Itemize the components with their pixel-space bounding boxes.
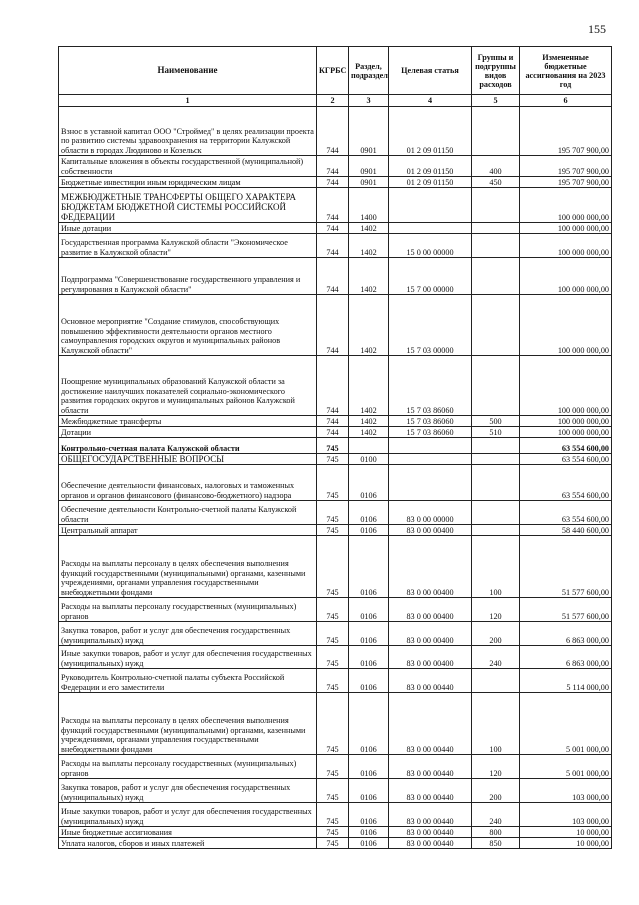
row-name: Иные бюджетные ассигнования — [59, 827, 317, 838]
row-amount: 63 554 600,00 — [520, 438, 612, 454]
table-row — [59, 465, 612, 501]
row-group: 120 — [472, 598, 520, 622]
row-section: 1400 — [349, 188, 389, 223]
row-group — [472, 258, 520, 295]
row-amount: 100 000 000,00 — [520, 258, 612, 295]
row-section: 0106 — [349, 755, 389, 779]
table-row — [59, 177, 612, 188]
row-target — [389, 438, 472, 454]
row-amount: 195 707 900,00 — [520, 107, 612, 156]
page-number: 155 — [588, 22, 606, 36]
row-name: Центральный аппарат — [59, 525, 317, 536]
row-kgrbs: 744 — [317, 188, 349, 223]
row-section: 0106 — [349, 501, 389, 525]
row-amount: 10 000,00 — [520, 827, 612, 838]
row-group: 200 — [472, 779, 520, 803]
table-row — [59, 427, 612, 438]
row-section: 0106 — [349, 536, 389, 598]
row-amount: 10 000,00 — [520, 838, 612, 849]
row-kgrbs: 745 — [317, 669, 349, 693]
row-section: 0901 — [349, 107, 389, 156]
column-number: 4 — [389, 95, 472, 107]
row-kgrbs: 744 — [317, 223, 349, 234]
row-group — [472, 525, 520, 536]
row-kgrbs: 745 — [317, 622, 349, 646]
row-group — [472, 188, 520, 223]
row-name: Взнос в уставной капитал ООО "Строймед" в целях реализации проекта по развитию системы здравоохранения на территории Калужской области в городах Людиново и Козельск — [59, 107, 317, 156]
row-section: 0106 — [349, 669, 389, 693]
row-amount: 63 554 600,00 — [520, 465, 612, 501]
row-kgrbs: 744 — [317, 416, 349, 427]
row-group: 450 — [472, 177, 520, 188]
row-name: Иные закупки товаров, работ и услуг для обеспечения государственных (муниципальных) нужд — [59, 646, 317, 669]
table-row — [59, 356, 612, 416]
row-name: Расходы на выплаты персоналу государственных (муниципальных) органов — [59, 598, 317, 622]
row-kgrbs: 744 — [317, 156, 349, 177]
row-name: ОБЩЕГОСУДАРСТВЕННЫЕ ВОПРОСЫ — [59, 454, 317, 465]
column-number: 5 — [472, 95, 520, 107]
row-amount: 63 554 600,00 — [520, 454, 612, 465]
row-amount: 100 000 000,00 — [520, 223, 612, 234]
row-target — [389, 223, 472, 234]
row-group: 510 — [472, 427, 520, 438]
row-group — [472, 107, 520, 156]
table-row — [59, 438, 612, 454]
row-target — [389, 465, 472, 501]
row-group: 850 — [472, 838, 520, 849]
row-amount: 100 000 000,00 — [520, 295, 612, 356]
row-section: 1402 — [349, 234, 389, 258]
row-amount: 6 863 000,00 — [520, 622, 612, 646]
row-name: Государственная программа Калужской области "Экономическое развитие в Калужской области" — [59, 234, 317, 258]
row-group — [472, 223, 520, 234]
table-row — [59, 669, 612, 693]
row-amount: 103 000,00 — [520, 803, 612, 827]
row-group: 240 — [472, 646, 520, 669]
row-name: Подпрограмма "Совершенствование государственного управления и регулирования в Калужской области" — [59, 258, 317, 295]
row-section: 0106 — [349, 827, 389, 838]
row-name: Обеспечение деятельности финансовых, налоговых и таможенных органов и органов финансового (финансово-бюджетного) надзора — [59, 465, 317, 501]
row-section: 0106 — [349, 598, 389, 622]
row-group — [472, 295, 520, 356]
row-section: 1402 — [349, 356, 389, 416]
header-kgrbs: КГРБС — [317, 47, 349, 95]
row-section — [349, 438, 389, 454]
table-row — [59, 188, 612, 223]
table-row — [59, 525, 612, 536]
row-amount: 100 000 000,00 — [520, 234, 612, 258]
row-name: Поощрение муниципальных образований Калужской области за достижение наилучших показателей социально-экономического развития городских округов и муниципальных районов Калужской области — [59, 356, 317, 416]
row-target: 83 0 00 00440 — [389, 693, 472, 755]
row-section: 0106 — [349, 622, 389, 646]
row-name: Закупка товаров, работ и услуг для обеспечения государственных (муниципальных) нужд — [59, 779, 317, 803]
row-kgrbs: 745 — [317, 438, 349, 454]
row-target: 15 0 00 00000 — [389, 234, 472, 258]
row-target: 01 2 09 01150 — [389, 177, 472, 188]
row-amount: 100 000 000,00 — [520, 356, 612, 416]
row-kgrbs: 745 — [317, 536, 349, 598]
row-section: 0106 — [349, 693, 389, 755]
table-row — [59, 258, 612, 295]
column-number: 2 — [317, 95, 349, 107]
column-number-row — [59, 95, 612, 107]
row-kgrbs: 745 — [317, 755, 349, 779]
row-section: 0106 — [349, 803, 389, 827]
row-target — [389, 188, 472, 223]
row-kgrbs: 745 — [317, 501, 349, 525]
row-target: 15 7 00 00000 — [389, 258, 472, 295]
row-target: 01 2 09 01150 — [389, 156, 472, 177]
row-target: 83 0 00 00000 — [389, 501, 472, 525]
row-section: 0106 — [349, 646, 389, 669]
row-section: 0106 — [349, 779, 389, 803]
row-target: 83 0 00 00400 — [389, 646, 472, 669]
row-kgrbs: 744 — [317, 356, 349, 416]
header-amount: Измененные бюджетные ассигнования на 2023 год — [520, 47, 612, 95]
row-section: 1402 — [349, 295, 389, 356]
row-target: 83 0 00 00440 — [389, 779, 472, 803]
row-name: Закупка товаров, работ и услуг для обеспечения государственных (муниципальных) нужд — [59, 622, 317, 646]
row-amount: 100 000 000,00 — [520, 416, 612, 427]
table-row — [59, 755, 612, 779]
row-group — [472, 454, 520, 465]
row-section: 0901 — [349, 177, 389, 188]
row-target: 15 7 03 86060 — [389, 416, 472, 427]
row-kgrbs: 745 — [317, 779, 349, 803]
row-section: 0901 — [349, 156, 389, 177]
table-row — [59, 536, 612, 598]
row-target: 15 7 03 86060 — [389, 427, 472, 438]
table-row — [59, 454, 612, 465]
table-row — [59, 295, 612, 356]
row-kgrbs: 744 — [317, 234, 349, 258]
row-kgrbs: 744 — [317, 295, 349, 356]
row-amount: 6 863 000,00 — [520, 646, 612, 669]
row-target: 83 0 00 00440 — [389, 838, 472, 849]
row-amount: 5 001 000,00 — [520, 755, 612, 779]
row-group — [472, 669, 520, 693]
table-row — [59, 598, 612, 622]
column-number: 6 — [520, 95, 612, 107]
table-row — [59, 622, 612, 646]
row-kgrbs: 745 — [317, 827, 349, 838]
row-name: Иные дотации — [59, 223, 317, 234]
row-target: 15 7 03 86060 — [389, 356, 472, 416]
row-target: 01 2 09 01150 — [389, 107, 472, 156]
column-number: 3 — [349, 95, 389, 107]
row-amount: 51 577 600,00 — [520, 598, 612, 622]
row-group: 120 — [472, 755, 520, 779]
row-name: Руководитель Контрольно-счетной палаты субъекта Российской Федерации и его заместители — [59, 669, 317, 693]
budget-table — [58, 46, 612, 849]
row-kgrbs: 745 — [317, 693, 349, 755]
row-amount: 51 577 600,00 — [520, 536, 612, 598]
row-group: 240 — [472, 803, 520, 827]
header-target: Целевая статья — [389, 47, 472, 95]
table-row — [59, 646, 612, 669]
row-section: 1402 — [349, 427, 389, 438]
row-target — [389, 454, 472, 465]
row-section: 0100 — [349, 454, 389, 465]
row-target: 83 0 00 00400 — [389, 598, 472, 622]
row-group: 500 — [472, 416, 520, 427]
row-name: МЕЖБЮДЖЕТНЫЕ ТРАНСФЕРТЫ ОБЩЕГО ХАРАКТЕРА БЮДЖЕТАМ БЮДЖЕТНОЙ СИСТЕМЫ РОССИЙСКОЙ ФЕДЕРАЦИИ — [59, 188, 317, 223]
row-kgrbs: 745 — [317, 803, 349, 827]
row-name: Бюджетные инвестиции иным юридическим лицам — [59, 177, 317, 188]
row-target: 83 0 00 00440 — [389, 755, 472, 779]
row-section: 0106 — [349, 525, 389, 536]
table-row — [59, 779, 612, 803]
row-name: Иные закупки товаров, работ и услуг для обеспечения государственных (муниципальных) нужд — [59, 803, 317, 827]
table-row — [59, 827, 612, 838]
row-group — [472, 465, 520, 501]
table-row — [59, 501, 612, 525]
table-row — [59, 693, 612, 755]
table-row — [59, 838, 612, 849]
row-target: 83 0 00 00400 — [389, 622, 472, 646]
row-section: 0106 — [349, 838, 389, 849]
row-amount: 195 707 900,00 — [520, 177, 612, 188]
row-kgrbs: 744 — [317, 107, 349, 156]
row-name: Контрольно-счетная палата Калужской области — [59, 438, 317, 454]
row-amount: 58 440 600,00 — [520, 525, 612, 536]
header-row — [59, 47, 612, 95]
table-row — [59, 156, 612, 177]
row-name: Основное мероприятие "Создание стимулов, способствующих повышению эффективности деятельности органов местного самоуправления городских округов и муниципальных районов Калужской области" — [59, 295, 317, 356]
row-target: 83 0 00 00400 — [389, 536, 472, 598]
header-group: Группы и подгруппы видов расходов — [472, 47, 520, 95]
row-section: 1402 — [349, 223, 389, 234]
row-group: 100 — [472, 693, 520, 755]
table-row — [59, 234, 612, 258]
row-name: Межбюджетные трансферты — [59, 416, 317, 427]
row-name: Расходы на выплаты персоналу в целях обеспечения выполнения функций государственными (муниципальными) органами, казенными учреждениями, органами управления государственными внебюджетными фондами — [59, 693, 317, 755]
row-amount: 103 000,00 — [520, 779, 612, 803]
row-kgrbs: 745 — [317, 598, 349, 622]
row-amount: 5 001 000,00 — [520, 693, 612, 755]
header-name: Наименование — [59, 47, 317, 95]
row-kgrbs: 744 — [317, 258, 349, 295]
header-section: Раздел, подраздел — [349, 47, 389, 95]
row-amount: 100 000 000,00 — [520, 188, 612, 223]
row-section: 1402 — [349, 258, 389, 295]
row-group — [472, 501, 520, 525]
row-target: 83 0 00 00440 — [389, 669, 472, 693]
row-target: 83 0 00 00440 — [389, 827, 472, 838]
row-group — [472, 234, 520, 258]
row-group: 800 — [472, 827, 520, 838]
row-kgrbs: 745 — [317, 465, 349, 501]
row-kgrbs: 745 — [317, 646, 349, 669]
row-section: 1402 — [349, 416, 389, 427]
row-group — [472, 438, 520, 454]
row-amount: 5 114 000,00 — [520, 669, 612, 693]
row-group: 200 — [472, 622, 520, 646]
table-row — [59, 107, 612, 156]
row-kgrbs: 744 — [317, 427, 349, 438]
row-group: 100 — [472, 536, 520, 598]
row-kgrbs: 745 — [317, 454, 349, 465]
row-section: 0106 — [349, 465, 389, 501]
table-row — [59, 223, 612, 234]
row-amount: 195 707 900,00 — [520, 156, 612, 177]
row-target: 83 0 00 00440 — [389, 803, 472, 827]
row-group — [472, 356, 520, 416]
row-name: Дотации — [59, 427, 317, 438]
row-name: Капитальные вложения в объекты государственной (муниципальной) собственности — [59, 156, 317, 177]
row-amount: 100 000 000,00 — [520, 427, 612, 438]
row-name: Расходы на выплаты персоналу в целях обеспечения выполнения функций государственными (муниципальными) органами, казенными учреждениями, органами управления государственными внебюджетными фондами — [59, 536, 317, 598]
row-name: Расходы на выплаты персоналу государственных (муниципальных) органов — [59, 755, 317, 779]
column-number: 1 — [59, 95, 317, 107]
row-name: Обеспечение деятельности Контрольно-счетной палаты Калужской области — [59, 501, 317, 525]
table-row — [59, 803, 612, 827]
row-target: 83 0 00 00400 — [389, 525, 472, 536]
row-name: Уплата налогов, сборов и иных платежей — [59, 838, 317, 849]
table-row — [59, 416, 612, 427]
row-target: 15 7 03 00000 — [389, 295, 472, 356]
row-group: 400 — [472, 156, 520, 177]
row-amount: 63 554 600,00 — [520, 501, 612, 525]
row-kgrbs: 745 — [317, 525, 349, 536]
row-kgrbs: 744 — [317, 177, 349, 188]
row-kgrbs: 745 — [317, 838, 349, 849]
